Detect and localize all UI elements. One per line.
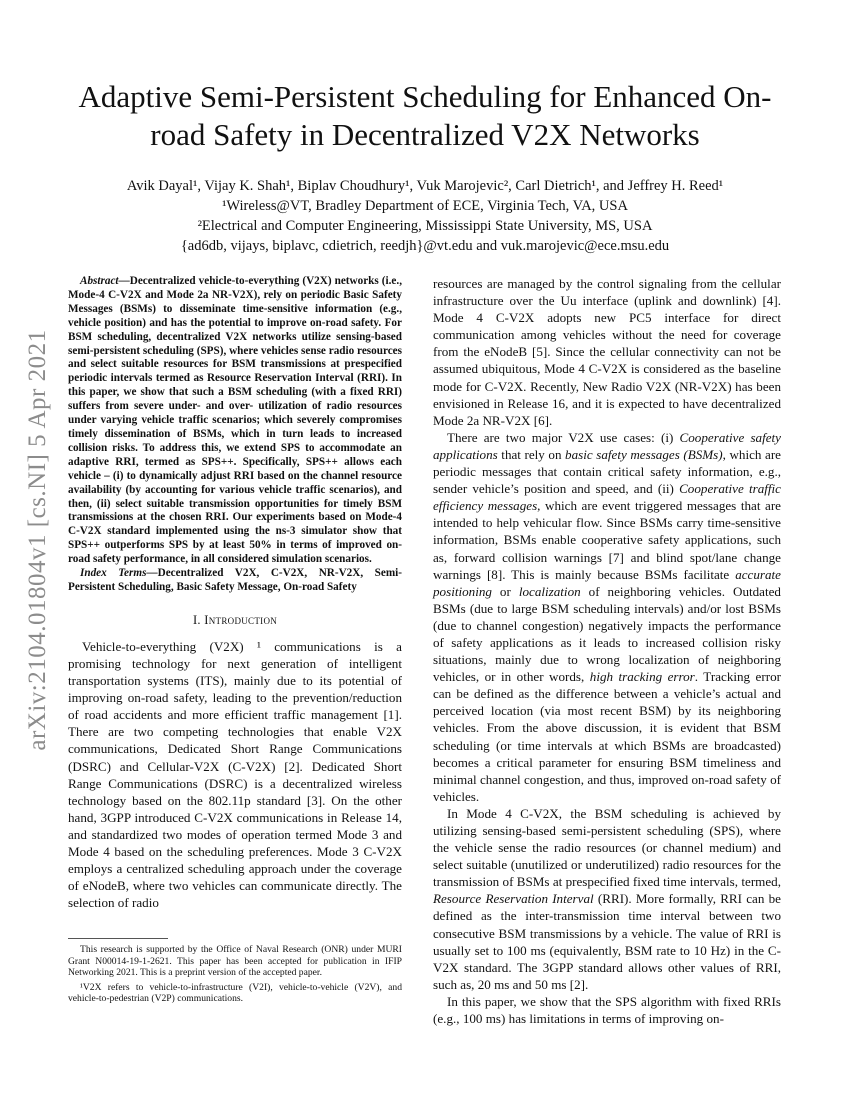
abstract-label: Abstract [80, 275, 119, 287]
text-run: , which are event triggered messages that are intended to help vehicular flow. Since BSMs carry time-sensitive information, BSMs enable cooperative safety applications, such as, forward collision warnings [7] and blind spot/lane change warnings [8]. This is mainly because BSMs facilitate [433, 498, 781, 582]
intro-paragraph-3 [433, 429, 781, 805]
right-column [433, 275, 781, 1027]
emphasis-text: Cooperative safety applications [433, 429, 781, 462]
text-run: , which are periodic messages that contain critical safety information, e.g., sender vehicle’s position and speed, and (ii) [433, 446, 781, 497]
emphasis-text: Resource Reservation Interval [433, 891, 594, 907]
emphasis-text: localization [518, 583, 581, 599]
text-run: or [491, 583, 519, 599]
section-number: I. [192, 612, 205, 627]
footnote-v2x-definition: ¹V2X refers to vehicle-to-infrastructure (V2I), vehicle-to-vehicle (V2V), and vehicle-to-pedestrian (V2P) communications. [68, 981, 402, 1005]
intro-paragraph-2: resources are managed by the control signaling from the cellular infrastructure over the Uu interface (uplink and downlink) [4]. Mode 4 C-V2X adopts new PC5 interface for direct communication among vehicles without the need for coverage from the eNodeB [5]. Since the cellular connectivity can not be assumed ubiquitous, Mode 4 C-V2X is considered as the baseline mode for C-V2X. Recently, New Radio V2X (NR-V2X) has been envisioned in Release 16, and it is expected to have decentralized Mode 2a NR-V2X [6]. [433, 276, 781, 428]
abstract [68, 275, 402, 567]
emphasis-text: Cooperative traffic efficiency messages [433, 481, 781, 514]
text-run: There are two major V2X use cases: (i) [447, 429, 680, 445]
author-list: Avik Dayal¹, Vijay K. Shah¹, Biplav Choudhury¹, Vuk Marojevic², Carl Dietrich¹, and Jeffrey H. Reed¹ [126, 178, 724, 194]
index-terms-label: Index Terms [80, 567, 147, 580]
intro-paragraph-1: Vehicle-to-everything (V2X) ¹ communications is a promising technology for next generation of intelligent transportation systems (ITS), mainly due to its potential of improving on-road safety, leading to the prevention/reduction of road accidents and more efficient traffic management [1]. There are two competing technologies that enable V2X communications, Dedicated Short Range Communications (DSRC) and Cellular-V2X (C-V2X) [2]. Dedicated Short Range Communications (DSRC) is a decentralized wireless technology based on the 802.11p standard [3]. On the other hand, 3GPP introduced C-V2X communications in Release 14, and standardized two modes of operation termed Mode 3 and Mode 4 based on the scheduling preferences. Mode 3 C-V2X employs a centralized scheduling approach under the coverage of eNodeB, where two vehicles can communicate directly. The selection of radio [68, 638, 402, 911]
section-title: Introduction [204, 612, 278, 627]
footnote-funding: This research is supported by the Office of Naval Research (ONR) under MURI Grant N00014-19-1-2621. This paper has been accepted for publication in IFIP Networking 2021. This is a preprint version of the accepted paper. [68, 944, 402, 979]
index-terms-text: —Decentralized V2X, C-V2X, NR-V2X, Semi-Persistent Scheduling, Basic Safety Message, On-road Safety [68, 567, 402, 593]
author-emails: {ad6db, vijays, biplavc, cdietrich, reedjh}@vt.edu and vuk.marojevic@ece.msu.edu [180, 238, 670, 254]
paper-title: Adaptive Semi-Persistent Scheduling for Enhanced On-road Safety in Decentralized V2X Networks [78, 79, 772, 152]
text-run: In Mode 4 C-V2X, the BSM scheduling is achieved by utilizing sensing-based semi-persistent scheduling (SPS), where the vehicle sense the radio resources (or channel medium) and select suitable (unutilized or underutilized) radio resources for the transmission of BSMs at prespecified fixed time intervals, termed, [433, 805, 781, 890]
footnotes [68, 944, 402, 1008]
emphasis-text: high tracking error [589, 669, 695, 685]
text-run: . Tracking error can be defined as the difference between a vehicle’s actual and perceived location (via most recent BSM) by its neighboring vehicles. From the above discussion, it is evident that BSM scheduling (or time intervals at which BSMs are broadcasted) becomes a critical parameter for ensuring BSM timeliness and minimal channel congestion, and thus, improved on-road safety of vehicles. [433, 669, 782, 804]
section-heading-introduction [68, 613, 402, 628]
author-block [60, 176, 790, 256]
index-terms [68, 567, 402, 595]
left-column [68, 275, 402, 911]
text-run: that rely on [497, 446, 566, 462]
text-run: (RRI). More formally, RRI can be defined as the inter-transmission time interval between two consecutive BSM transmissions by a vehicle. The value of RRI is usually set to 100 ms (equivalently, BSM rate to 10 Hz) in the C-V2X standard. The 3GPP standard allows other values of RRI, such as, 20 ms and 50 ms [2]. [433, 891, 781, 992]
intro-paragraph-4 [433, 805, 781, 993]
emphasis-text: accurate positioning [433, 566, 781, 599]
abstract-text: —Decentralized vehicle-to-everything (V2X) networks (i.e., Mode-4 C-V2X and Mode 2a NR-V2X), rely on periodic Basic Safety Messages (BSMs) to disseminate time-sensitive information (e.g., vehicle position) and has the potential to improve on-road safety. For BSM scheduling, decentralized V2X networks utilize sensing-based semi-persistent scheduling (SPS), where vehicles sense radio resources and select suitable resources for BSM transmissions at prespecified periodic intervals termed as Resource Reservation Interval (RRI). In this paper, we show that such a BSM scheduling (with a fixed RRI) suffers from severe under- and over- utilization of radio resources under varying vehicle traffic scenarios; which severely compromises timely dissemination of BSMs, which in turn leads to increased collision risks. To address this, we extend SPS to accommodate an adaptive RRI, termed as SPS++. Specifically, SPS++ allows each vehicle – (i) to dynamically adjust RRI based on the channel resource availability (by accounting for various vehicle traffic scenarios), and then, (ii) select suitable transmission opportunities for timely BSM transmissions at the chosen RRI. Our experiments based on Mode-4 C-V2X standard implemented using the ns-3 simulator show that SPS++ outperforms SPS by at least 50% in terms of improved on-road safety performance, in all considered simulation scenarios. [68, 275, 402, 566]
text-run: of neighboring vehicles. Outdated BSMs (due to large BSM scheduling intervals) and/or lost BSMs (due to channel congestion) negatively impacts the performance of safety applications as it leads to increased collision risky situations, mainly due to wrong localization of neighboring vehicles, or in other words, [433, 583, 781, 685]
affiliation-virginia-tech: ¹Wireless@VT, Bradley Department of ECE, Virginia Tech, VA, USA [222, 198, 628, 214]
arxiv-identifier-stamp [18, 300, 58, 780]
arxiv-identifier-text: arXiv:2104.01804v1 [cs.NI] 5 Apr 2021 [24, 329, 51, 751]
affiliation-mississippi-state: ²Electrical and Computer Engineering, Mississippi State University, MS, USA [197, 218, 653, 234]
emphasis-text: basic safety messages (BSMs) [565, 446, 723, 462]
footnote-rule [68, 938, 168, 939]
intro-paragraph-5: In this paper, we show that the SPS algorithm with fixed RRIs (e.g., 100 ms) has limitations in terms of improving on- [433, 993, 781, 1027]
